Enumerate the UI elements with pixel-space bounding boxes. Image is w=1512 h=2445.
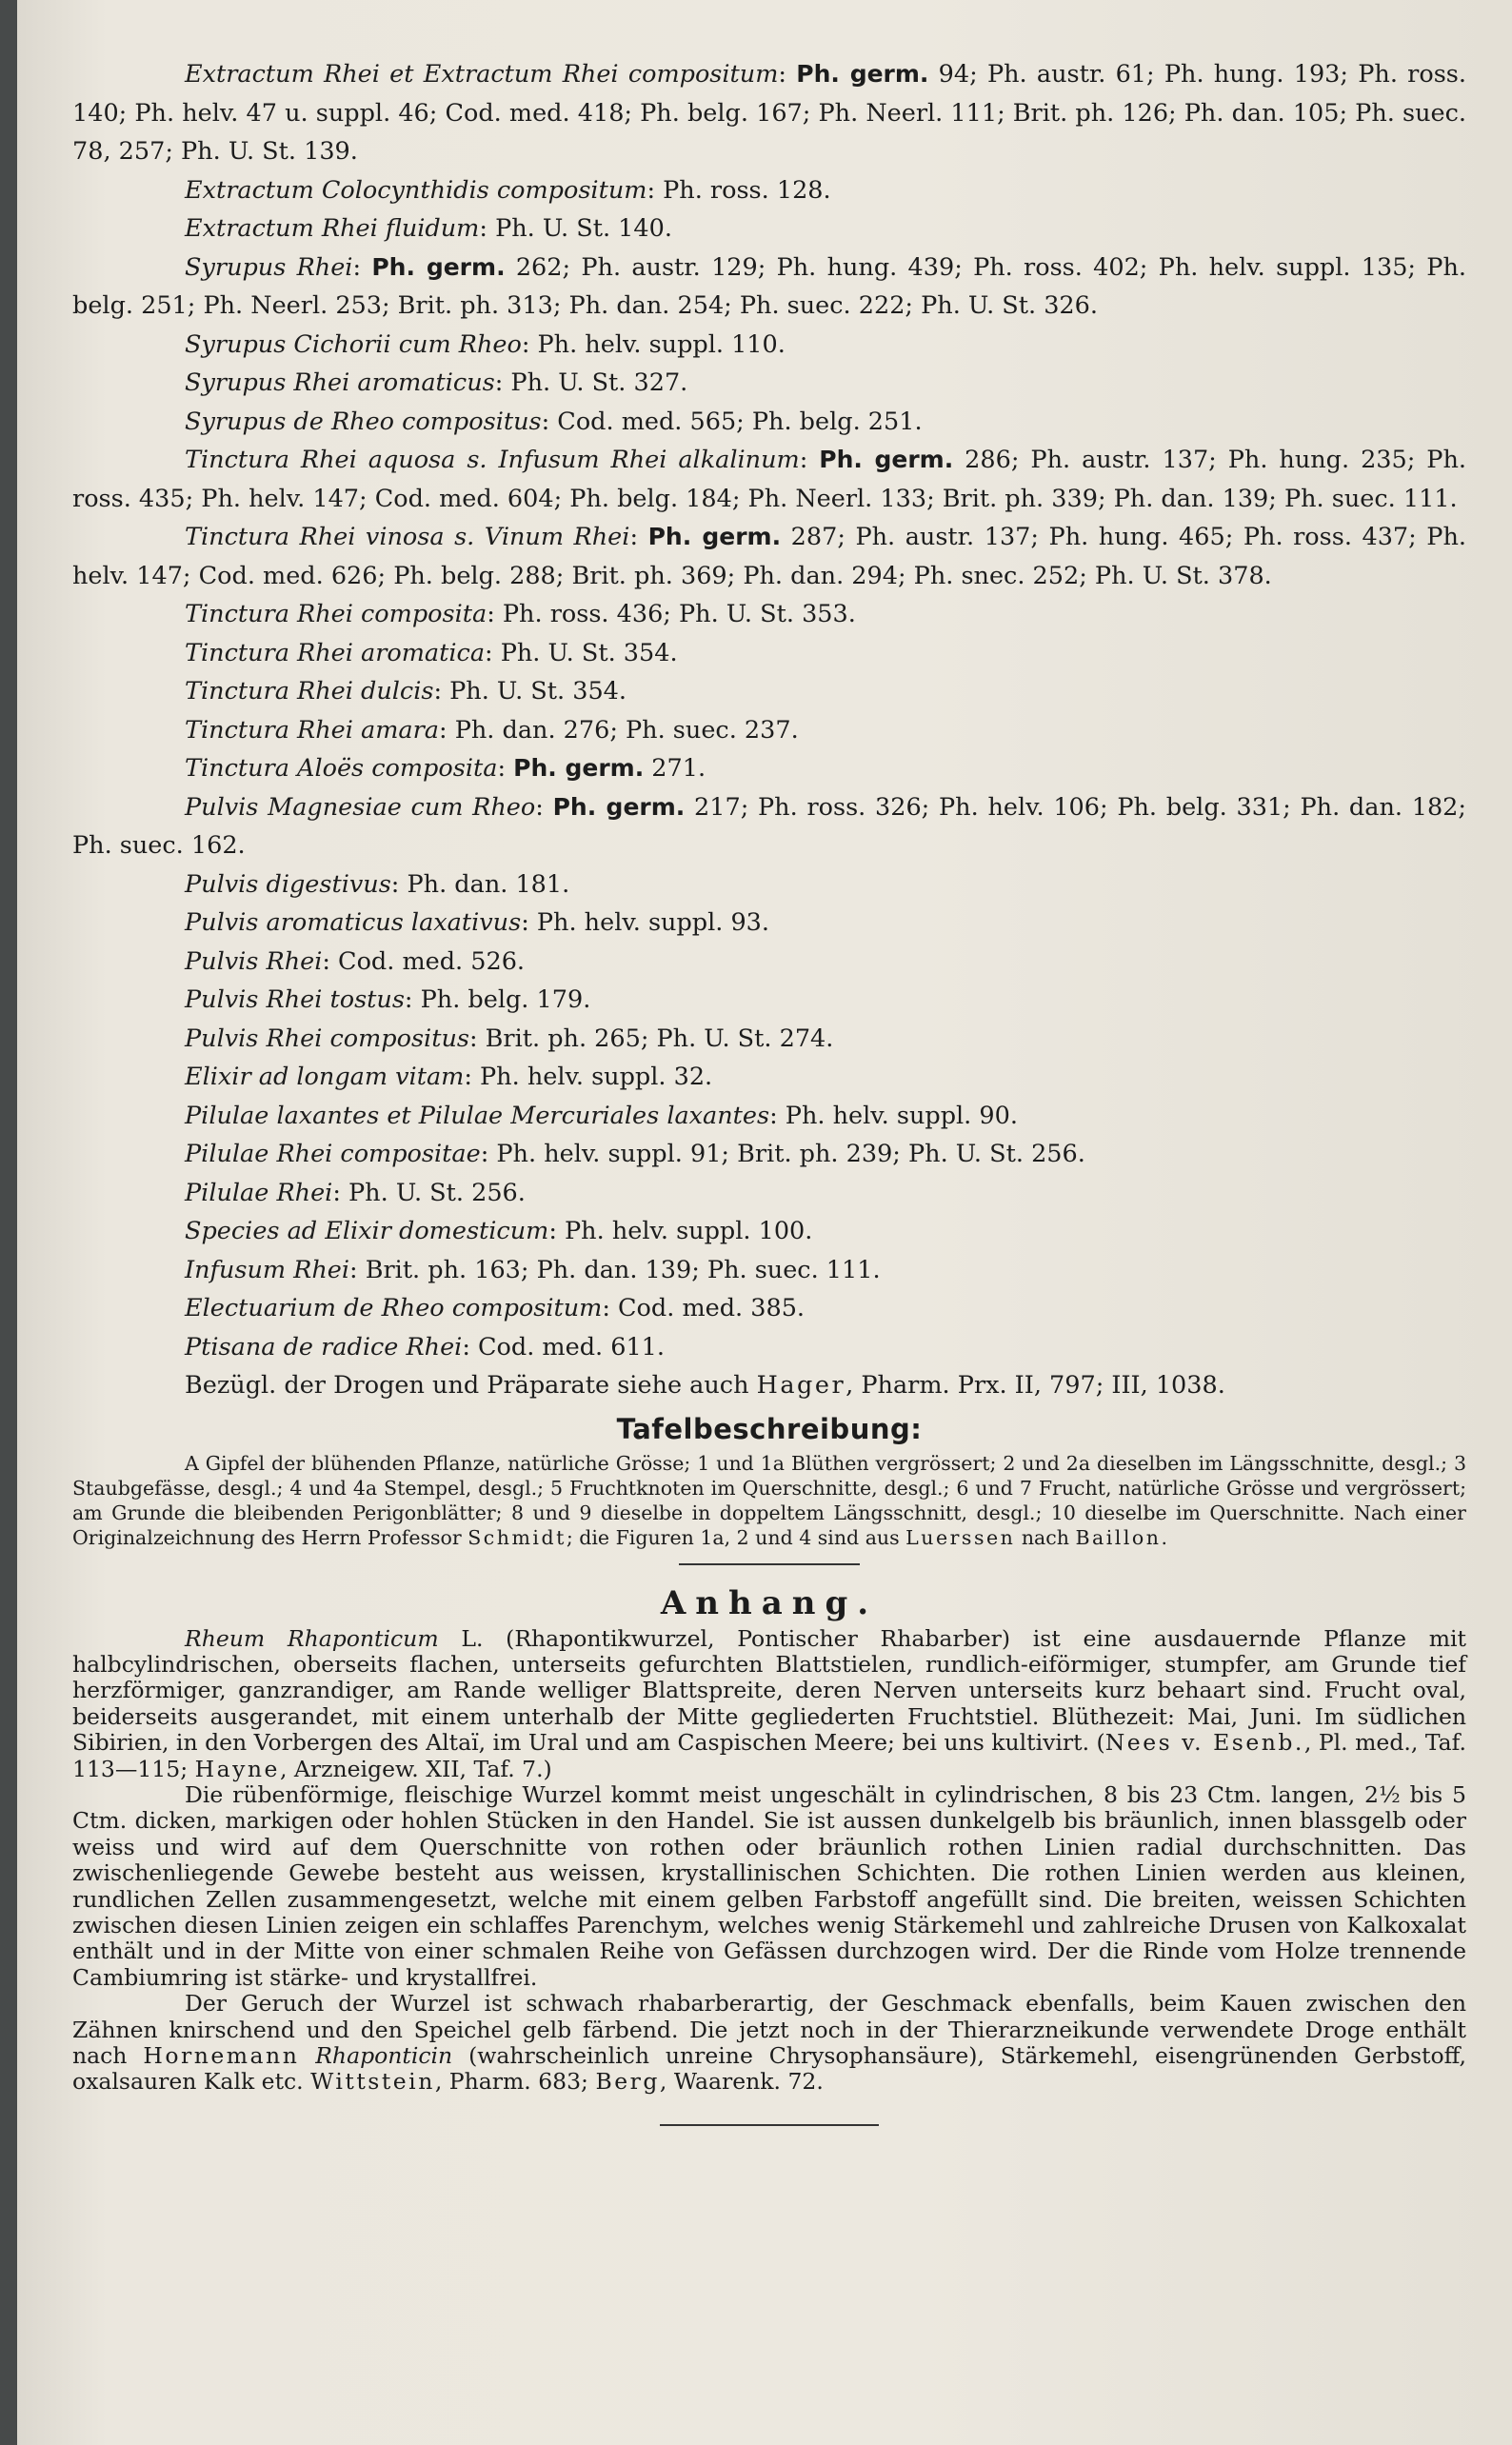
appendix-paragraph-3: Der Geruch der Wurzel ist schwach rhabarberartig, der Geschmack ebenfalls, beim Kauen zwischen den Zähnen knirschend und den Speichel gelb färbend. Die jetzt noch in der Thierarzneikunde verwendete Droge enthält nach Hornemann Rhaponticin (wahrscheinlich unreine Chrysophansäure), Stärkemehl, eisengrünenden Gerbstoff, oxalsauren Kalk etc. Wittstein, Pharm. 683; Berg, Waarenk. 72.	[72, 1990, 1466, 2096]
reference-entry: Electuarium de Rheo compositum: Cod. med. 385.	[185, 1294, 806, 1322]
appendix-heading: Anhang.	[660, 1583, 879, 1622]
reference-entry: Species ad Elixir domesticum: Ph. helv. suppl. 100.	[185, 1217, 813, 1245]
end-divider	[660, 2124, 879, 2126]
reference-entry: Syrupus Rhei: Ph. germ. 262; Ph. austr. 129; Ph. hung. 439; Ph. ross. 402; Ph. helv. suppl. 135; Ph. belg. 251; Ph. Neerl. 253; Brit. ph. 313; Ph. dan. 254; Ph. suec. 222; Ph. U. St. 326.	[72, 252, 1466, 320]
plate-description-text: A Gipfel der blühenden Pflanze, natürliche Grösse; 1 und 1a Blüthen vergrössert; 2 und 2a dieselben im Längsschnitte, desgl.; 3 Staubgefässe, desgl.; 4 und 4a Stempel, desgl.; 5 Fruchtknoten im Querschnitte, desgl.; 6 und 7 Frucht, natürliche Grösse und vergrössert; am Grunde die bleibenden Perigonblätter; 8 und 9 dieselbe in doppeltem Längsschnitt, desgl.; 10 dieselbe im Querschnitte. Nach einer Originalzeichnung des Herrn Professor Schmidt; die Figuren 1a, 2 und 4 sind aus Luerssen nach Baillon.	[72, 1451, 1466, 1549]
reference-entry: Syrupus Cichorii cum Rheo: Ph. helv. suppl. 110.	[185, 329, 786, 359]
plate-description-heading: Tafelbeschreibung:	[616, 1412, 923, 1445]
book-page	[17, 0, 1512, 2445]
reference-entry: Tinctura Rhei vinosa s. Vinum Rhei: Ph. germ. 287; Ph. austr. 137; Ph. hung. 465; Ph. ross. 437; Ph. helv. 147; Cod. med. 626; Ph. belg. 288; Brit. ph. 369; Ph. dan. 294; Ph. snec. 252; Ph. U. St. 378.	[72, 523, 1466, 590]
reference-entry: Ptisana de radice Rhei: Cod. med. 611.	[185, 1332, 666, 1362]
reference-entry: Pilulae Rhei: Ph. U. St. 256.	[185, 1178, 526, 1207]
reference-entry: Pulvis Rhei compositus: Brit. ph. 265; Ph. U. St. 274.	[185, 1024, 834, 1053]
reference-entry: Infusum Rhei: Brit. ph. 163; Ph. dan. 139; Ph. suec. 111.	[185, 1255, 881, 1284]
reference-entry: Tinctura Rhei dulcis: Ph. U. St. 354.	[185, 677, 627, 706]
hager-reference: Bezügl. der Drogen und Präparate siehe auch Hager, Pharm. Prx. II, 797; III, 1038.	[185, 1371, 1225, 1400]
reference-entry: Tinctura Rhei aquosa s. Infusum Rhei alkalinum: Ph. germ. 286; Ph. austr. 137; Ph. hung. 235; Ph. ross. 435; Ph. helv. 147; Cod. med. 604; Ph. belg. 184; Ph. Neerl. 133; Brit. ph. 339; Ph. dan. 139; Ph. suec. 111.	[72, 446, 1466, 513]
preparation-references	[72, 55, 1466, 1405]
reference-entry: Pulvis Magnesiae cum Rheo: Ph. germ. 217; Ph. ross. 326; Ph. helv. 106; Ph. belg. 331; Ph. dan. 182; Ph. suec. 162.	[72, 792, 1466, 860]
reference-entry: Tinctura Rhei amara: Ph. dan. 276; Ph. suec. 237.	[185, 715, 799, 745]
reference-entry: Pulvis digestivus: Ph. dan. 181.	[185, 869, 570, 899]
reference-entry: Tinctura Rhei aromatica: Ph. U. St. 354.	[185, 638, 678, 667]
appendix-paragraph-2: Die rübenförmige, fleischige Wurzel kommt meist ungeschält in cylindrischen, 8 bis 23 Ctm. langen, 2½ bis 5 Ctm. dicken, markigen oder hohlen Stücken in den Handel. Sie ist aussen dunkelgelb bis bräunlich, innen blassgelb oder weiss und wird auf dem Querschnitte von rothen oder bräunlich rothen Linien radial durchschnitten. Das zwischenliegende Gewebe besteht aus weissen, krystallinischen Schichten. Die rothen Linien werden aus kleinen, rundlichen Zellen zusammengesetzt, welche mit einem gelben Farbstoff angefüllt sind. Die breiten, weissen Schichten zwischen diesen Linien zeigen ein schlaffes Parenchym, welches wenig Stärkemehl und zahlreiche Drusen von Kalkoxalat enthält und in der Mitte von einer schmalen Reihe von Gefässen durchzogen wird. Der die Rinde vom Holze trennende Cambiumring ist stärke- und krystallfrei.	[72, 1780, 1466, 1991]
reference-entry: Tinctura Rhei composita: Ph. ross. 436; Ph. U. St. 353.	[185, 600, 856, 628]
reference-entry: Tinctura Aloës composita: Ph. germ. 271.	[185, 754, 706, 783]
reference-entry: Pulvis Rhei: Cod. med. 526.	[185, 946, 526, 976]
reference-entry: Syrupus Rhei aromaticus: Ph. U. St. 327.	[185, 368, 688, 397]
reference-entry: Elixir ad longam vitam: Ph. helv. suppl. 32.	[185, 1063, 713, 1091]
reference-entry: Pilulae laxantes et Pilulae Mercuriales laxantes: Ph. helv. suppl. 90.	[185, 1101, 1018, 1130]
appendix-paragraph-1: Rheum Rhaponticum L. (Rhapontikwurzel, Pontischer Rhabarber) ist eine ausdauernde Pflanze mit halbcylindrischen, oberseits flachen, unterseits gefurchten Blattstielen, rundlich-eiförmiger, stumpfer, am Grunde tief herzförmiger, ganzrandiger, am Rande welliger Blattspreite, deren Nerven unterseits kurz behaart sind. Frucht oval, beiderseits ausgerandet, mit einem unterhalb der Mitte gegliederten Fruchtstiel. Blüthezeit: Mai, Juni. Im südlichen Sibirien, in den Vorbergen des Altaï, im Ural und am Caspischen Meere; bei uns kultivirt. (Nees v. Esenb., Pl. med., Taf. 113—115; Hayne, Arzneigew. XII, Taf. 7.)	[72, 1624, 1467, 1782]
reference-entry: Extractum Rhei fluidum: Ph. U. St. 140.	[185, 214, 672, 243]
reference-entry: Pilulae Rhei compositae: Ph. helv. suppl. 91; Brit. ph. 239; Ph. U. St. 256.	[185, 1140, 1085, 1168]
reference-entry: Pulvis Rhei tostus: Ph. belg. 179.	[185, 985, 591, 1014]
reference-entry: Extractum Colocynthidis compositum: Ph. ross. 128.	[185, 175, 831, 205]
reference-entry: Extractum Rhei et Extractum Rhei compositum: Ph. germ. 94; Ph. austr. 61; Ph. hung. 193; Ph. ross. 140; Ph. helv. 47 u. suppl. 46; Cod. med. 418; Ph. belg. 167; Ph. Neerl. 111; Brit. ph. 126; Ph. dan. 105; Ph. suec. 78, 257; Ph. U. St. 139.	[72, 60, 1466, 166]
reference-entry: Syrupus de Rheo compositus: Cod. med. 565; Ph. belg. 251.	[185, 407, 923, 436]
section-divider	[679, 1563, 860, 1565]
reference-entry: Pulvis aromaticus laxativus: Ph. helv. suppl. 93.	[185, 908, 770, 937]
